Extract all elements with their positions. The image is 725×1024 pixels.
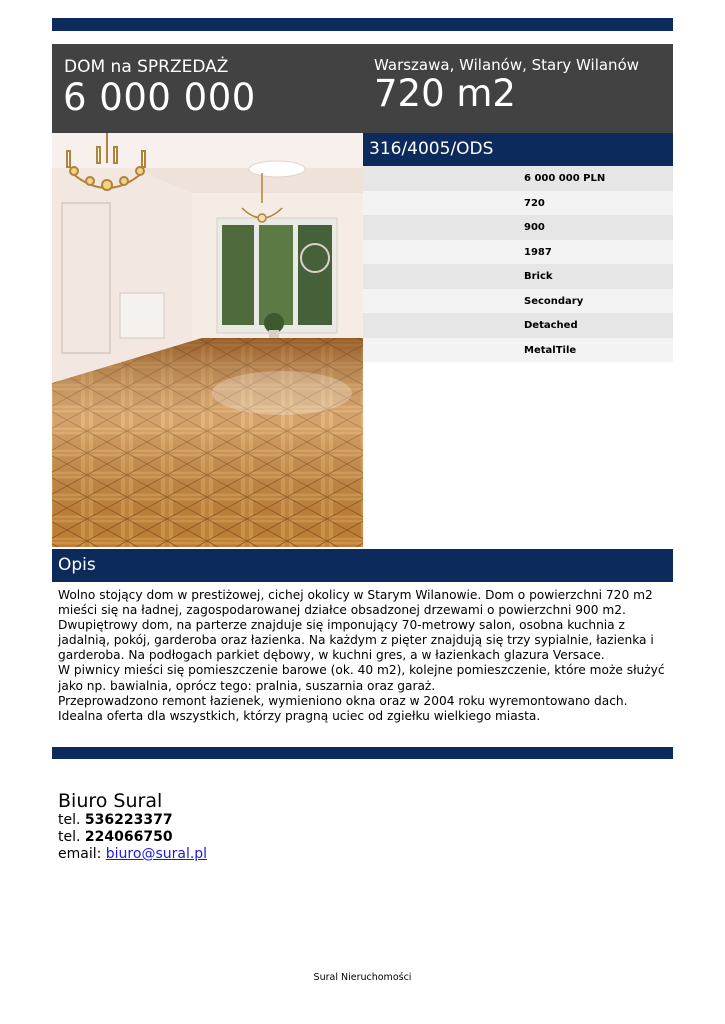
spec-row-price: [363, 166, 673, 191]
description-text: [58, 588, 670, 724]
description-heading: Opis: [58, 555, 96, 575]
agency-name: Biuro Sural: [58, 790, 163, 812]
description-line: W piwnicy mieści się pomieszczenie barowe (ok. 40 m2), kolejne pomieszczenie, które może służyć: [58, 663, 665, 678]
price-heading: 6 000 000: [63, 76, 256, 119]
top-decor-bar: [52, 18, 673, 31]
spec-row-building-type: [363, 313, 673, 338]
phone-line-1: [58, 812, 173, 828]
spec-row-area: [363, 191, 673, 216]
divider-bar: [52, 747, 673, 759]
description-line: mieści się na ładnej, zagospodarowanej działce obsadzonej drzewami o powierzchni 900 m2.: [58, 603, 626, 618]
footer-text: Sural Nieruchomości: [313, 972, 412, 983]
email-line: [58, 846, 207, 862]
spec-row-material: [363, 264, 673, 289]
email-label: email:: [58, 846, 102, 862]
tel-label: tel.: [58, 829, 81, 845]
spec-value: Detached: [524, 320, 578, 331]
spec-value: 6 000 000 PLN: [524, 173, 606, 184]
description-line: jako np. bawialnia, oprócz tego: pralnia, suszarnia oraz garaż.: [58, 678, 436, 693]
description-heading-bar: [52, 549, 673, 582]
property-type-label: DOM na SPRZEDAŻ: [64, 57, 229, 77]
spec-value: Secondary: [524, 295, 584, 307]
property-photo: [52, 133, 363, 547]
specs-table: [363, 166, 673, 362]
email-link[interactable]: biuro@sural.pl: [105, 846, 208, 862]
phone-number-1[interactable]: 536223377: [84, 812, 173, 828]
location-label: Warszawa, Wilanów, Stary Wilanów: [374, 56, 640, 74]
reference-bar: [363, 133, 673, 166]
spec-value: Brick: [524, 271, 553, 282]
spec-value: 1987: [524, 246, 552, 258]
spec-value: 900: [524, 222, 545, 233]
spec-row-roof: [363, 338, 673, 363]
phone-number-2[interactable]: 224066750: [84, 829, 173, 845]
tel-label: tel.: [58, 812, 81, 828]
description-line: Przeprowadzono remont łazienek, wymieniono okna oraz w 2004 roku wyremontowano dach.: [58, 693, 628, 708]
description-line: Idealna oferta dla wszystkich, którzy pragną uciec od zgiełku wielkiego miasta.: [58, 708, 541, 723]
listing-header: [52, 44, 673, 133]
spec-value: 720: [524, 197, 545, 209]
description-line: jadalnią, pokój, garderoba oraz łazienka. Na każdym z pięter znajdują się trzy sypialnie, łazienka i: [58, 633, 654, 648]
reference-number: 316/4005/ODS: [369, 139, 494, 159]
description-line: Dwupiętrowy dom, na parterze znajduje się imponujący 70-metrowy salon, osobna kuchnia z: [58, 618, 625, 633]
spec-row-plot: [363, 215, 673, 240]
phone-line-2: [58, 829, 173, 845]
description-line: garderoba. Na podłogach parkiet dębowy, w kuchni gres, a w łazienkach glazura Versace.: [58, 648, 605, 663]
description-line: Wolno stojący dom w prestiżowej, cichej okolicy w Starym Wilanowie. Dom o powierzchni 720 m2: [58, 588, 653, 602]
spec-row-market: [363, 289, 673, 314]
spec-value: MetalTile: [524, 344, 577, 356]
area-heading: 720 m2: [374, 72, 516, 115]
spec-row-year: [363, 240, 673, 265]
